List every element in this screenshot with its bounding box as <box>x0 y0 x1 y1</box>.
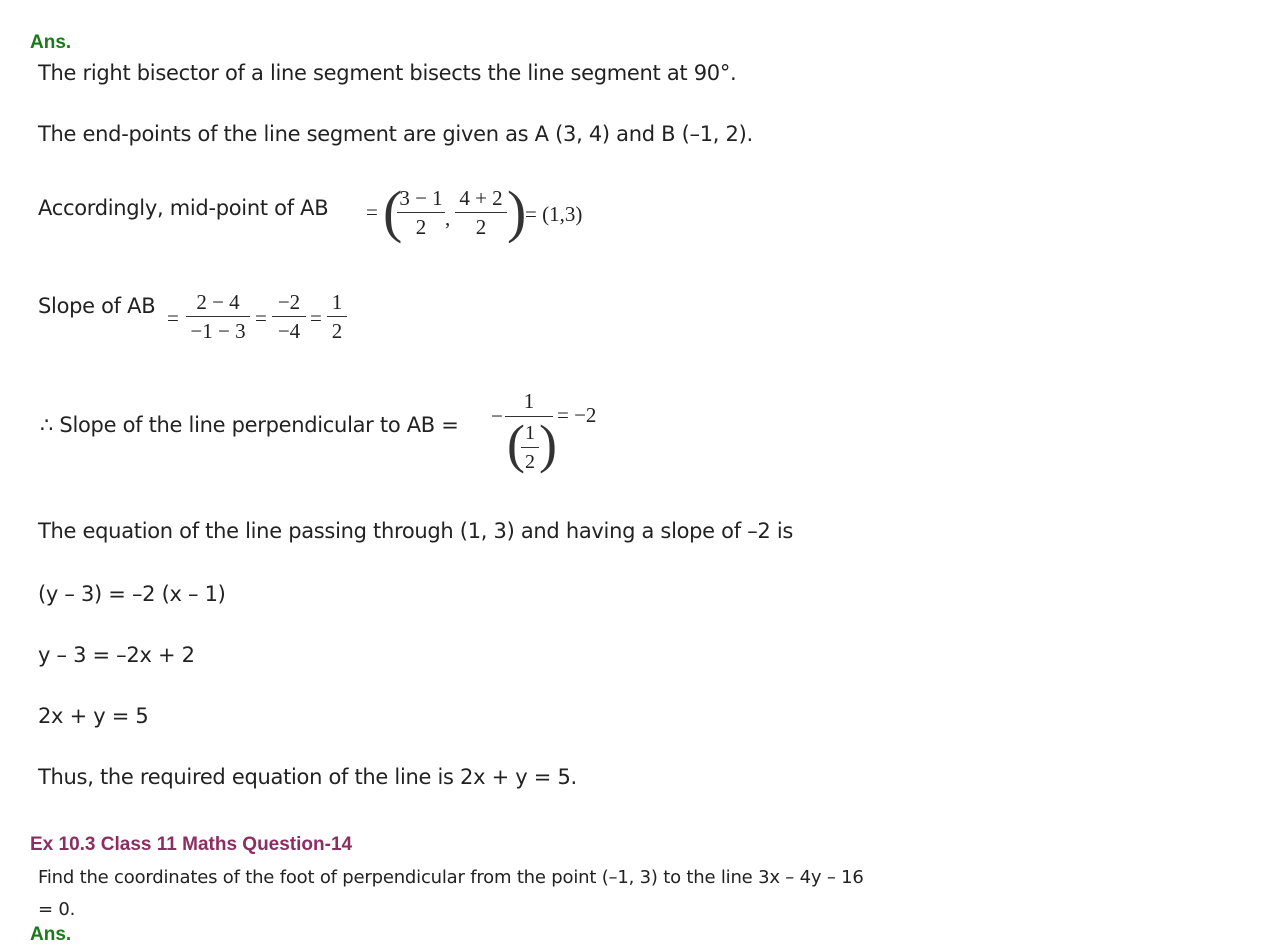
midpoint-result: = (1,3) <box>525 202 583 226</box>
slope-label: Slope of AB <box>38 294 156 318</box>
midpoint-label: Accordingly, mid-point of AB <box>38 196 329 220</box>
conclusion: Thus, the required equation of the line is 2x + y = 5. <box>38 765 577 789</box>
question-heading: Ex 10.3 Class 11 Maths Question-14 <box>30 834 353 855</box>
statement-end-points: The end-points of the line segment are given as A (3, 4) and B (–1, 2). <box>38 122 753 146</box>
question-text-line-2: = 0. <box>38 899 76 920</box>
perpendicular-result: = −2 <box>557 403 597 427</box>
slope-fraction-3: 1 2 <box>327 290 347 343</box>
equation-step-2: y – 3 = –2x + 2 <box>38 643 195 667</box>
answer-label-2: Ans. <box>30 924 72 945</box>
question-text-line-1: Find the coordinates of the foot of perpendicular from the point (–1, 3) to the line 3x – 4y – 16 <box>38 867 864 888</box>
midpoint-fraction-y: 4 + 2 2 <box>455 186 507 239</box>
slope-fraction-1: 2 − 4 −1 − 3 <box>186 290 250 343</box>
line-equation-intro: The equation of the line passing through (1, 3) and having a slope of –2 is <box>38 519 794 543</box>
statement-right-bisector: The right bisector of a line segment bisects the line segment at 90°. <box>38 61 737 85</box>
midpoint-fraction-x: 3 − 1 2 <box>397 186 445 239</box>
equation-step-3: 2x + y = 5 <box>38 704 149 728</box>
midpoint-equals: = <box>366 200 378 224</box>
perpendicular-fraction: 1 ( 1 2 ) <box>507 389 557 474</box>
equation-step-1: (y – 3) = –2 (x – 1) <box>38 582 226 606</box>
slope-fraction-2: −2 −4 <box>272 290 306 343</box>
answer-label: Ans. <box>30 32 72 53</box>
perpendicular-slope-label: ∴ Slope of the line perpendicular to AB = <box>40 413 459 437</box>
